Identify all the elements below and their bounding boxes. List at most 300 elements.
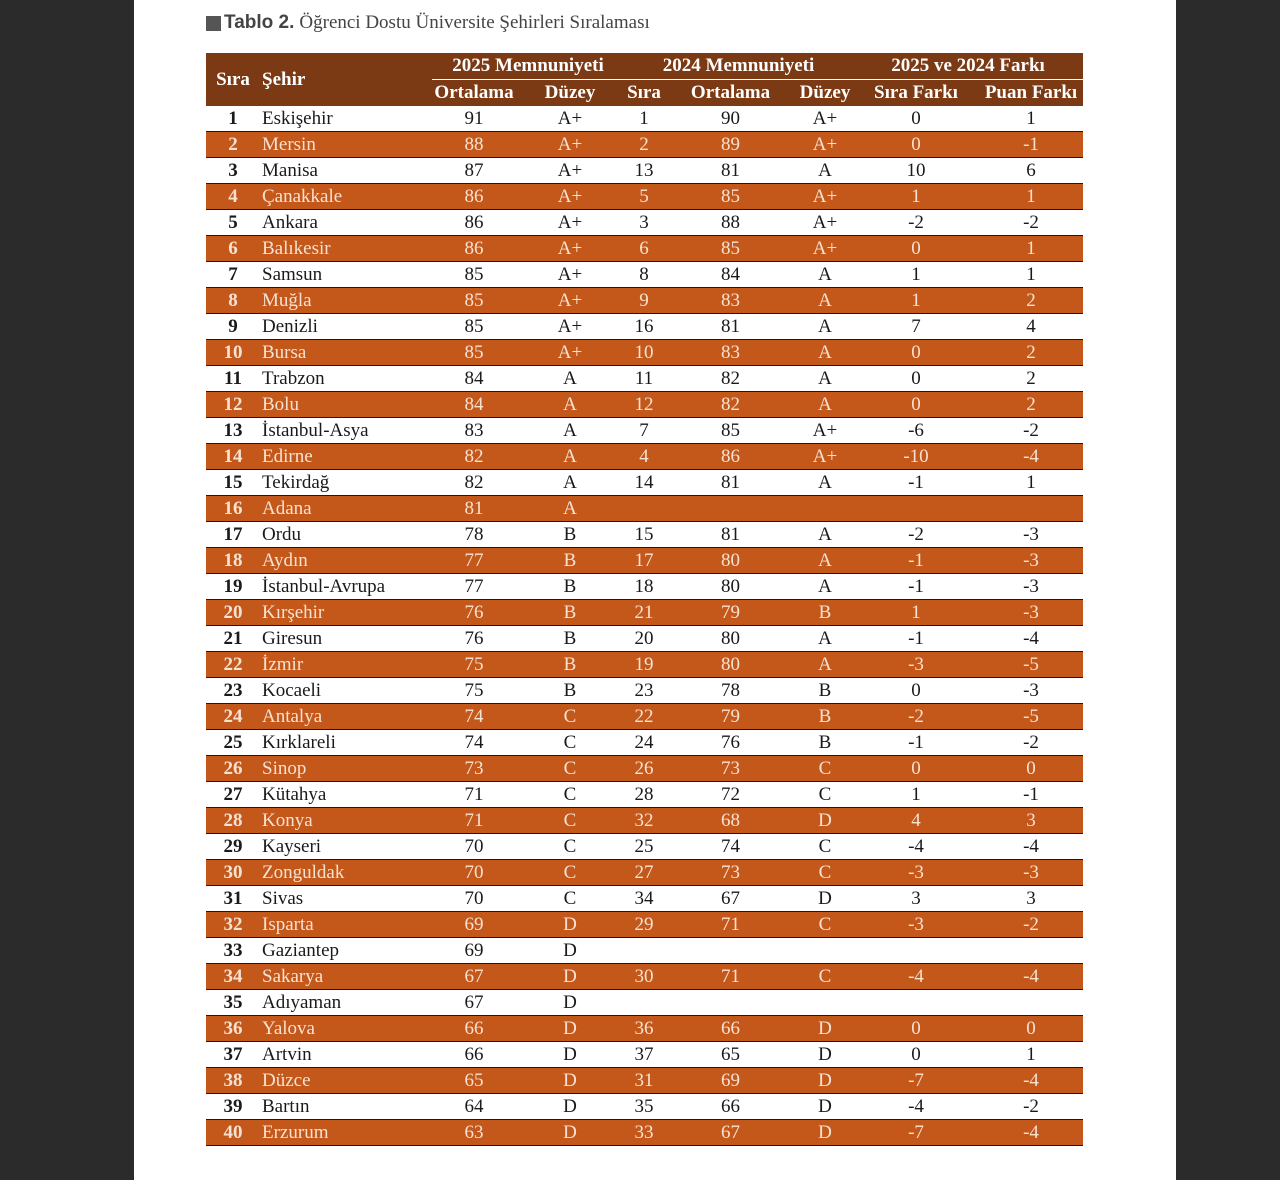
- avg-2024-cell: 68: [664, 808, 797, 834]
- rank-2024-cell: 19: [624, 652, 664, 678]
- level-2024-cell: B: [797, 600, 853, 626]
- avg-2025-cell: 77: [432, 548, 516, 574]
- city-cell: Konya: [260, 808, 432, 834]
- level-2024-cell: [797, 990, 853, 1016]
- table-row: [206, 158, 1083, 184]
- avg-2024-cell: 85: [664, 184, 797, 210]
- level-2024-cell: D: [797, 808, 853, 834]
- table-row: [206, 184, 1083, 210]
- rank-diff-cell: 1: [853, 288, 979, 314]
- rank-diff-cell: 3: [853, 886, 979, 912]
- level-2025-cell: A+: [516, 262, 624, 288]
- avg-2025-cell: 73: [432, 756, 516, 782]
- level-2024-cell: D: [797, 1068, 853, 1094]
- rank-cell: 12: [206, 392, 260, 418]
- rank-2024-cell: 4: [624, 444, 664, 470]
- avg-2025-cell: 85: [432, 288, 516, 314]
- score-diff-cell: -3: [979, 522, 1083, 548]
- avg-2024-cell: 80: [664, 574, 797, 600]
- rank-cell: 20: [206, 600, 260, 626]
- document-page: [134, 0, 1176, 1180]
- table-row: [206, 990, 1083, 1016]
- rank-2024-cell: 3: [624, 210, 664, 236]
- score-diff-cell: -4: [979, 444, 1083, 470]
- table-row: [206, 782, 1083, 808]
- rank-diff-cell: -4: [853, 1094, 979, 1120]
- rank-2024-cell: 32: [624, 808, 664, 834]
- city-cell: İzmir: [260, 652, 432, 678]
- table-caption: [206, 10, 650, 36]
- table-row: [206, 756, 1083, 782]
- avg-2024-cell: 83: [664, 288, 797, 314]
- rank-diff-cell: 0: [853, 106, 979, 132]
- city-cell: Yalova: [260, 1016, 432, 1042]
- avg-2024-cell: 86: [664, 444, 797, 470]
- score-diff-cell: 0: [979, 1016, 1083, 1042]
- city-cell: İstanbul-Asya: [260, 418, 432, 444]
- table-row: [206, 938, 1083, 964]
- rank-2024-cell: 35: [624, 1094, 664, 1120]
- level-2025-cell: A+: [516, 288, 624, 314]
- rank-cell: 32: [206, 912, 260, 938]
- level-2024-cell: B: [797, 704, 853, 730]
- rank-diff-cell: -2: [853, 522, 979, 548]
- rank-diff-cell: 0: [853, 392, 979, 418]
- avg-2025-cell: 76: [432, 626, 516, 652]
- score-diff-cell: -2: [979, 418, 1083, 444]
- score-diff-cell: -3: [979, 600, 1083, 626]
- rank-cell: 35: [206, 990, 260, 1016]
- level-2024-cell: A: [797, 288, 853, 314]
- rank-diff-cell: 4: [853, 808, 979, 834]
- rank-2024-cell: [624, 938, 664, 964]
- rank-cell: 11: [206, 366, 260, 392]
- rank-2024-cell: 5: [624, 184, 664, 210]
- table-row: [206, 678, 1083, 704]
- rank-2024-cell: 36: [624, 1016, 664, 1042]
- score-diff-cell: -3: [979, 574, 1083, 600]
- level-2025-cell: C: [516, 704, 624, 730]
- rank-diff-cell: 1: [853, 782, 979, 808]
- level-2024-cell: A: [797, 392, 853, 418]
- rank-2024-cell: 12: [624, 392, 664, 418]
- header-level-2024: Düzey: [797, 80, 853, 107]
- rank-cell: 23: [206, 678, 260, 704]
- avg-2025-cell: 76: [432, 600, 516, 626]
- rank-diff-cell: -3: [853, 912, 979, 938]
- city-cell: Adana: [260, 496, 432, 522]
- avg-2024-cell: [664, 496, 797, 522]
- level-2024-cell: A: [797, 470, 853, 496]
- avg-2024-cell: 71: [664, 912, 797, 938]
- rank-2024-cell: 27: [624, 860, 664, 886]
- city-cell: Sakarya: [260, 964, 432, 990]
- city-cell: Balıkesir: [260, 236, 432, 262]
- level-2025-cell: C: [516, 886, 624, 912]
- level-2024-cell: B: [797, 678, 853, 704]
- rank-2024-cell: 16: [624, 314, 664, 340]
- city-cell: Tekirdağ: [260, 470, 432, 496]
- level-2025-cell: C: [516, 730, 624, 756]
- table-row: [206, 1120, 1083, 1146]
- city-cell: Kayseri: [260, 834, 432, 860]
- avg-2024-cell: 88: [664, 210, 797, 236]
- level-2024-cell: A: [797, 574, 853, 600]
- score-diff-cell: 2: [979, 340, 1083, 366]
- table-row: [206, 340, 1083, 366]
- city-cell: Erzurum: [260, 1120, 432, 1146]
- level-2024-cell: D: [797, 886, 853, 912]
- table-row: [206, 288, 1083, 314]
- rank-diff-cell: 10: [853, 158, 979, 184]
- city-cell: Manisa: [260, 158, 432, 184]
- city-cell: Kırşehir: [260, 600, 432, 626]
- city-cell: Düzce: [260, 1068, 432, 1094]
- rank-cell: 29: [206, 834, 260, 860]
- score-diff-cell: 3: [979, 886, 1083, 912]
- avg-2024-cell: 72: [664, 782, 797, 808]
- rank-diff-cell: 0: [853, 756, 979, 782]
- city-cell: Antalya: [260, 704, 432, 730]
- rank-diff-cell: 1: [853, 600, 979, 626]
- rank-2024-cell: 15: [624, 522, 664, 548]
- rank-diff-cell: 0: [853, 1042, 979, 1068]
- level-2024-cell: C: [797, 834, 853, 860]
- score-diff-cell: -5: [979, 704, 1083, 730]
- level-2024-cell: A+: [797, 184, 853, 210]
- level-2025-cell: A: [516, 444, 624, 470]
- table-row: [206, 912, 1083, 938]
- rank-cell: 13: [206, 418, 260, 444]
- rank-2024-cell: 6: [624, 236, 664, 262]
- level-2024-cell: [797, 496, 853, 522]
- level-2024-cell: A: [797, 652, 853, 678]
- avg-2025-cell: 85: [432, 262, 516, 288]
- level-2025-cell: D: [516, 938, 624, 964]
- score-diff-cell: -2: [979, 1094, 1083, 1120]
- level-2024-cell: A: [797, 548, 853, 574]
- rank-cell: 19: [206, 574, 260, 600]
- rank-diff-cell: -10: [853, 444, 979, 470]
- city-cell: Bursa: [260, 340, 432, 366]
- avg-2025-cell: 84: [432, 392, 516, 418]
- rank-cell: 40: [206, 1120, 260, 1146]
- rank-2024-cell: 23: [624, 678, 664, 704]
- score-diff-cell: 1: [979, 236, 1083, 262]
- rank-2024-cell: 31: [624, 1068, 664, 1094]
- rank-cell: 38: [206, 1068, 260, 1094]
- rank-diff-cell: 0: [853, 1016, 979, 1042]
- table-row: [206, 418, 1083, 444]
- level-2024-cell: C: [797, 756, 853, 782]
- level-2024-cell: A: [797, 366, 853, 392]
- rank-diff-cell: 1: [853, 262, 979, 288]
- avg-2024-cell: 71: [664, 964, 797, 990]
- city-cell: Eskişehir: [260, 106, 432, 132]
- rank-2024-cell: 25: [624, 834, 664, 860]
- rank-cell: 21: [206, 626, 260, 652]
- score-diff-cell: -4: [979, 964, 1083, 990]
- avg-2024-cell: 80: [664, 548, 797, 574]
- rank-cell: 14: [206, 444, 260, 470]
- header-level-2025: Düzey: [516, 80, 624, 107]
- level-2024-cell: C: [797, 860, 853, 886]
- city-cell: Bolu: [260, 392, 432, 418]
- level-2025-cell: D: [516, 1068, 624, 1094]
- rank-2024-cell: 24: [624, 730, 664, 756]
- level-2025-cell: B: [516, 574, 624, 600]
- rank-diff-cell: -1: [853, 470, 979, 496]
- city-cell: Adıyaman: [260, 990, 432, 1016]
- rank-2024-cell: 26: [624, 756, 664, 782]
- score-diff-cell: -4: [979, 626, 1083, 652]
- rank-2024-cell: 33: [624, 1120, 664, 1146]
- header-avg-2024: Ortalama: [664, 80, 797, 107]
- rank-diff-cell: -2: [853, 704, 979, 730]
- avg-2024-cell: 76: [664, 730, 797, 756]
- avg-2024-cell: 85: [664, 236, 797, 262]
- avg-2024-cell: 74: [664, 834, 797, 860]
- level-2024-cell: A: [797, 158, 853, 184]
- ranking-table: [206, 53, 1083, 1146]
- avg-2024-cell: 89: [664, 132, 797, 158]
- avg-2025-cell: 84: [432, 366, 516, 392]
- rank-cell: 10: [206, 340, 260, 366]
- rank-diff-cell: -3: [853, 860, 979, 886]
- rank-2024-cell: 30: [624, 964, 664, 990]
- rank-2024-cell: 29: [624, 912, 664, 938]
- avg-2025-cell: 86: [432, 184, 516, 210]
- score-diff-cell: [979, 990, 1083, 1016]
- avg-2025-cell: 71: [432, 782, 516, 808]
- rank-2024-cell: 8: [624, 262, 664, 288]
- score-diff-cell: [979, 496, 1083, 522]
- avg-2024-cell: [664, 938, 797, 964]
- rank-2024-cell: 13: [624, 158, 664, 184]
- score-diff-cell: -3: [979, 678, 1083, 704]
- rank-cell: 15: [206, 470, 260, 496]
- rank-diff-cell: -3: [853, 652, 979, 678]
- city-cell: Sivas: [260, 886, 432, 912]
- table-row: [206, 236, 1083, 262]
- level-2025-cell: C: [516, 860, 624, 886]
- rank-diff-cell: 0: [853, 678, 979, 704]
- level-2024-cell: [797, 938, 853, 964]
- city-cell: Çanakkale: [260, 184, 432, 210]
- avg-2025-cell: 81: [432, 496, 516, 522]
- header-group-2024: 2024 Memnuniyeti: [624, 53, 853, 80]
- table-row: [206, 366, 1083, 392]
- header-rank: Sıra: [206, 53, 260, 106]
- rank-2024-cell: 7: [624, 418, 664, 444]
- table-row: [206, 548, 1083, 574]
- level-2025-cell: A+: [516, 158, 624, 184]
- city-cell: Artvin: [260, 1042, 432, 1068]
- avg-2024-cell: 81: [664, 158, 797, 184]
- rank-2024-cell: 18: [624, 574, 664, 600]
- city-cell: Isparta: [260, 912, 432, 938]
- city-cell: Samsun: [260, 262, 432, 288]
- table-row: [206, 1042, 1083, 1068]
- score-diff-cell: 4: [979, 314, 1083, 340]
- city-cell: Zonguldak: [260, 860, 432, 886]
- rank-cell: 1: [206, 106, 260, 132]
- rank-cell: 8: [206, 288, 260, 314]
- avg-2025-cell: 69: [432, 938, 516, 964]
- caption-label: Tablo 2.: [224, 12, 295, 33]
- rank-diff-cell: 0: [853, 366, 979, 392]
- level-2024-cell: D: [797, 1042, 853, 1068]
- caption-title: Öğrenci Dostu Üniversite Şehirleri Sıralaması: [299, 12, 650, 33]
- rank-diff-cell: -1: [853, 730, 979, 756]
- avg-2025-cell: 69: [432, 912, 516, 938]
- avg-2025-cell: 86: [432, 236, 516, 262]
- header-avg-2025: Ortalama: [432, 80, 516, 107]
- level-2025-cell: A: [516, 470, 624, 496]
- table-row: [206, 600, 1083, 626]
- avg-2025-cell: 66: [432, 1016, 516, 1042]
- level-2025-cell: D: [516, 1120, 624, 1146]
- rank-cell: 37: [206, 1042, 260, 1068]
- table-row: [206, 522, 1083, 548]
- rank-diff-cell: 0: [853, 340, 979, 366]
- avg-2025-cell: 64: [432, 1094, 516, 1120]
- table-row: [206, 860, 1083, 886]
- rank-cell: 39: [206, 1094, 260, 1120]
- level-2025-cell: A: [516, 496, 624, 522]
- rank-2024-cell: 11: [624, 366, 664, 392]
- avg-2025-cell: 88: [432, 132, 516, 158]
- rank-cell: 33: [206, 938, 260, 964]
- score-diff-cell: 1: [979, 1042, 1083, 1068]
- rank-cell: 22: [206, 652, 260, 678]
- table-row: [206, 314, 1083, 340]
- city-cell: İstanbul-Avrupa: [260, 574, 432, 600]
- avg-2024-cell: 83: [664, 340, 797, 366]
- rank-cell: 9: [206, 314, 260, 340]
- avg-2025-cell: 74: [432, 704, 516, 730]
- rank-cell: 17: [206, 522, 260, 548]
- avg-2025-cell: 70: [432, 860, 516, 886]
- avg-2024-cell: 90: [664, 106, 797, 132]
- level-2025-cell: D: [516, 1016, 624, 1042]
- level-2024-cell: B: [797, 730, 853, 756]
- rank-cell: 3: [206, 158, 260, 184]
- level-2024-cell: A+: [797, 418, 853, 444]
- rank-diff-cell: -7: [853, 1120, 979, 1146]
- rank-diff-cell: [853, 938, 979, 964]
- rank-cell: 24: [206, 704, 260, 730]
- level-2024-cell: A: [797, 314, 853, 340]
- avg-2025-cell: 66: [432, 1042, 516, 1068]
- avg-2025-cell: 86: [432, 210, 516, 236]
- city-cell: Gaziantep: [260, 938, 432, 964]
- table-row: [206, 964, 1083, 990]
- rank-cell: 25: [206, 730, 260, 756]
- score-diff-cell: -4: [979, 834, 1083, 860]
- city-cell: Bartın: [260, 1094, 432, 1120]
- rank-cell: 27: [206, 782, 260, 808]
- avg-2025-cell: 65: [432, 1068, 516, 1094]
- level-2025-cell: D: [516, 964, 624, 990]
- city-cell: Giresun: [260, 626, 432, 652]
- table-row: [206, 496, 1083, 522]
- score-diff-cell: -2: [979, 912, 1083, 938]
- level-2025-cell: C: [516, 756, 624, 782]
- header-city: Şehir: [260, 53, 432, 106]
- score-diff-cell: 2: [979, 392, 1083, 418]
- rank-2024-cell: 28: [624, 782, 664, 808]
- level-2025-cell: A+: [516, 106, 624, 132]
- avg-2025-cell: 82: [432, 470, 516, 496]
- rank-2024-cell: 20: [624, 626, 664, 652]
- score-diff-cell: 2: [979, 366, 1083, 392]
- score-diff-cell: -2: [979, 730, 1083, 756]
- rank-2024-cell: 34: [624, 886, 664, 912]
- level-2025-cell: B: [516, 652, 624, 678]
- rank-diff-cell: -4: [853, 834, 979, 860]
- rank-2024-cell: 14: [624, 470, 664, 496]
- city-cell: Ankara: [260, 210, 432, 236]
- rank-2024-cell: 10: [624, 340, 664, 366]
- city-cell: Mersin: [260, 132, 432, 158]
- city-cell: Denizli: [260, 314, 432, 340]
- avg-2025-cell: 74: [432, 730, 516, 756]
- level-2024-cell: D: [797, 1094, 853, 1120]
- score-diff-cell: -4: [979, 1068, 1083, 1094]
- avg-2024-cell: 65: [664, 1042, 797, 1068]
- city-cell: Kırklareli: [260, 730, 432, 756]
- avg-2024-cell: 81: [664, 470, 797, 496]
- city-cell: Edirne: [260, 444, 432, 470]
- avg-2025-cell: 71: [432, 808, 516, 834]
- rank-2024-cell: 21: [624, 600, 664, 626]
- avg-2025-cell: 85: [432, 340, 516, 366]
- table-row: [206, 210, 1083, 236]
- avg-2025-cell: 67: [432, 990, 516, 1016]
- rank-diff-cell: [853, 990, 979, 1016]
- table-row: [206, 730, 1083, 756]
- rank-diff-cell: -1: [853, 548, 979, 574]
- rank-diff-cell: 7: [853, 314, 979, 340]
- level-2025-cell: A+: [516, 314, 624, 340]
- rank-2024-cell: [624, 496, 664, 522]
- level-2025-cell: C: [516, 808, 624, 834]
- score-diff-cell: 1: [979, 470, 1083, 496]
- rank-2024-cell: 1: [624, 106, 664, 132]
- city-cell: Kocaeli: [260, 678, 432, 704]
- avg-2025-cell: 75: [432, 652, 516, 678]
- level-2024-cell: D: [797, 1120, 853, 1146]
- table-row: [206, 886, 1083, 912]
- avg-2024-cell: 80: [664, 626, 797, 652]
- level-2025-cell: D: [516, 912, 624, 938]
- score-diff-cell: 1: [979, 184, 1083, 210]
- avg-2024-cell: 67: [664, 1120, 797, 1146]
- score-diff-cell: 2: [979, 288, 1083, 314]
- level-2025-cell: B: [516, 522, 624, 548]
- table-row: [206, 808, 1083, 834]
- avg-2024-cell: 78: [664, 678, 797, 704]
- caption-square-icon: [206, 16, 221, 31]
- level-2025-cell: D: [516, 990, 624, 1016]
- rank-cell: 18: [206, 548, 260, 574]
- table-row: [206, 106, 1083, 132]
- level-2025-cell: A+: [516, 132, 624, 158]
- rank-diff-cell: 0: [853, 236, 979, 262]
- avg-2024-cell: 66: [664, 1094, 797, 1120]
- level-2024-cell: A: [797, 626, 853, 652]
